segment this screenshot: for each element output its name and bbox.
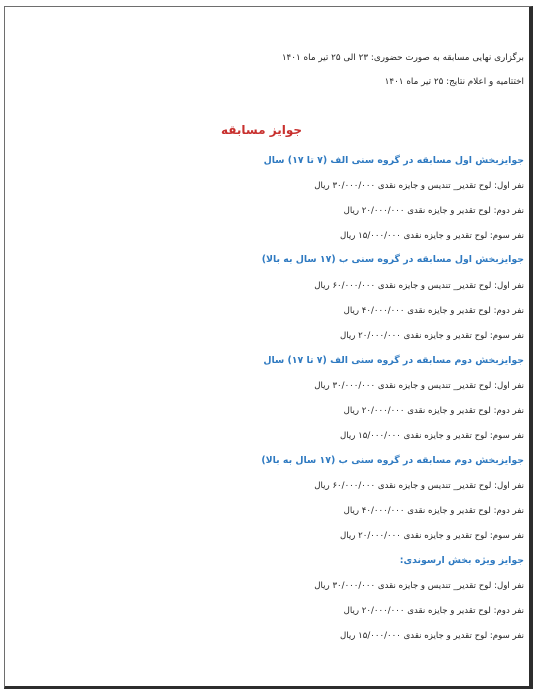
prizes-title: جوایز مسابقه [221, 123, 302, 137]
section-heading: جوایزبخش اول مسابقه در گروه سنی ب (۱۷ سال به بالا) [261, 254, 524, 265]
prize-row: نفر اول: لوح تقدیر_ تندیس و جایزه نقدی ۳۰/۰۰۰/۰۰۰ ریال [314, 581, 524, 591]
prize-row: نفر دوم: لوح تقدیر و جایزه نقدی ۴۰/۰۰۰/۰۰۰ ریال [343, 306, 524, 316]
prize-row: نفر دوم: لوح تقدیر و جایزه نقدی ۲۰/۰۰۰/۰۰۰ ریال [343, 206, 524, 216]
event-dates-line: برگزاری نهایی مسابقه به صورت حضوری: ۲۳ الی ۲۵ تیر ماه ۱۴۰۱ [281, 53, 524, 63]
prize-row: نفر دوم: لوح تقدیر و جایزه نقدی ۴۰/۰۰۰/۰۰۰ ریال [343, 506, 524, 516]
prize-row: نفر سوم: لوح تقدیر و جایزه نقدی ۱۵/۰۰۰/۰۰۰ ریال [339, 231, 524, 241]
prize-row: نفر اول: لوح تقدیر_ تندیس و جایزه نقدی ۶۰/۰۰۰/۰۰۰ ریال [314, 281, 524, 291]
closing-ceremony-line: اختتامیه و اعلام نتایج: ۲۵ تیر ماه ۱۴۰۱ [384, 77, 524, 87]
prize-row: نفر دوم: لوح تقدیر و جایزه نقدی ۲۰/۰۰۰/۰۰۰ ریال [343, 606, 524, 616]
section-heading: جوایز ویژه بخش ارسوندی: [399, 555, 524, 566]
section-heading: جوایزبخش دوم مسابقه در گروه سنی الف (۷ تا ۱۷) سال [263, 355, 524, 366]
prize-row: نفر اول: لوح تقدیر_ تندیس و جایزه نقدی ۳۰/۰۰۰/۰۰۰ ریال [314, 381, 524, 391]
section-heading: جوایزبخش اول مسابقه در گروه سنی الف (۷ تا ۱۷) سال [263, 155, 524, 166]
prize-row: نفر سوم: لوح تقدیر و جایزه نقدی ۱۵/۰۰۰/۰۰۰ ریال [339, 631, 524, 641]
prize-row: نفر سوم: لوح تقدیر و جایزه نقدی ۱۵/۰۰۰/۰۰۰ ریال [339, 431, 524, 441]
section-heading: جوایزبخش دوم مسابقه در گروه سنی ب (۱۷ سال به بالا) [261, 455, 524, 466]
prize-row: نفر سوم: لوح تقدیر و جایزه نقدی ۲۰/۰۰۰/۰۰۰ ریال [339, 331, 524, 341]
prize-row: نفر سوم: لوح تقدیر و جایزه نقدی ۲۰/۰۰۰/۰۰۰ ریال [339, 531, 524, 541]
prize-row: نفر اول: لوح تقدیر_ تندیس و جایزه نقدی ۳۰/۰۰۰/۰۰۰ ریال [314, 181, 524, 191]
prize-row: نفر دوم: لوح تقدیر و جایزه نقدی ۲۰/۰۰۰/۰۰۰ ریال [343, 406, 524, 416]
prize-row: نفر اول: لوح تقدیر_ تندیس و جایزه نقدی ۶۰/۰۰۰/۰۰۰ ریال [314, 481, 524, 491]
